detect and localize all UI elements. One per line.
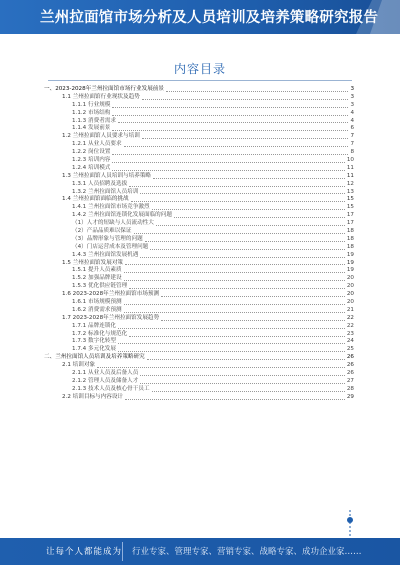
toc-entry-page: 15 bbox=[346, 204, 354, 211]
toc-entry-page: 26 bbox=[346, 370, 354, 377]
toc-entry-page: 6 bbox=[350, 125, 354, 132]
toc-leader-dots bbox=[97, 367, 345, 368]
toc-entry-page: 19 bbox=[346, 259, 354, 266]
toc-leader-dots bbox=[112, 162, 344, 163]
toc-leader-dots bbox=[118, 343, 345, 344]
toc-leader-dots bbox=[150, 249, 345, 250]
toc-leader-dots bbox=[124, 272, 345, 273]
page-corner-mark bbox=[340, 510, 360, 538]
toc-entry[interactable] bbox=[44, 220, 354, 228]
toc-entry[interactable] bbox=[44, 212, 354, 220]
toc-leader-dots bbox=[125, 399, 345, 400]
footer-bar bbox=[0, 538, 400, 565]
toc-entry[interactable] bbox=[44, 181, 354, 189]
toc-entry[interactable] bbox=[44, 378, 354, 386]
toc-leader-dots bbox=[142, 99, 349, 100]
toc-leader-dots bbox=[118, 328, 345, 329]
toc-leader-dots bbox=[161, 320, 345, 321]
toc-entry-page: 17 bbox=[346, 220, 354, 227]
toc-entry-title: 1.7.2 标准化与规范化 bbox=[72, 330, 128, 337]
toc-leader-dots bbox=[134, 233, 345, 234]
toc-heading-divider bbox=[48, 80, 352, 81]
toc-entry-title: 2.1.3 技术人员及核心骨干员工 bbox=[72, 385, 150, 392]
toc-entry-page: 17 bbox=[346, 212, 354, 219]
toc-entry-page: 7 bbox=[350, 141, 354, 148]
toc-entry-title: 一、2023-2028年兰州拉面馆市场行业发展前景 bbox=[44, 85, 164, 92]
toc-entry-title: 1.4.3 兰州拉面馆发展机遇 bbox=[72, 251, 139, 258]
toc-leader-dots bbox=[112, 154, 348, 155]
toc-entry-page: 3 bbox=[350, 93, 354, 100]
toc-entry-title: 1.2.1 从业人员要求 bbox=[72, 141, 122, 148]
toc-entry-title: 1.7.3 数字化转型 bbox=[72, 338, 116, 345]
toc-leader-dots bbox=[112, 170, 344, 171]
toc-entry[interactable] bbox=[44, 141, 354, 149]
toc-entry-title: 1.2.2 岗位设置 bbox=[72, 149, 111, 156]
toc-leader-dots bbox=[129, 288, 345, 289]
toc-leader-dots bbox=[129, 336, 345, 337]
table-of-contents bbox=[44, 86, 354, 402]
toc-entry[interactable] bbox=[44, 173, 354, 181]
toc-entry[interactable] bbox=[44, 94, 354, 102]
toc-leader-dots bbox=[140, 375, 345, 376]
report-title: 兰州拉面馆市场分析及人员培训及培养策略研究报告 bbox=[40, 10, 379, 26]
toc-entry[interactable] bbox=[44, 165, 354, 173]
toc-entry-page: 18 bbox=[346, 235, 354, 242]
toc-entry[interactable] bbox=[44, 149, 354, 157]
toc-entry-page: 27 bbox=[346, 377, 354, 384]
toc-leader-dots bbox=[124, 146, 349, 147]
toc-entry-title: 1.4.2 兰州拉面馆连锁化发展面临的问题 bbox=[72, 212, 172, 219]
toc-entry[interactable] bbox=[44, 110, 354, 118]
toc-entry-title: 1.1.3 消费者需求 bbox=[72, 117, 116, 124]
toc-entry-title: 1.1.1 行业规模 bbox=[72, 101, 111, 108]
toc-entry[interactable] bbox=[44, 157, 354, 165]
toc-leader-dots bbox=[140, 257, 345, 258]
toc-entry-page: 12 bbox=[346, 180, 354, 187]
toc-entry-title: 1.3 兰州拉面馆人员培训与培养策略 bbox=[62, 172, 151, 179]
toc-entry-page: 11 bbox=[346, 172, 354, 179]
toc-entry-page: 3 bbox=[350, 85, 354, 92]
toc-leader-dots bbox=[166, 91, 348, 92]
toc-entry-page: 7 bbox=[350, 133, 354, 140]
toc-entry-page: 23 bbox=[346, 330, 354, 337]
toc-entry-page: 19 bbox=[346, 251, 354, 258]
toc-entry-page: 29 bbox=[346, 393, 354, 400]
toc-entry-page: 13 bbox=[346, 188, 354, 195]
footer-tagline: 行业专家、管理专家、营销专家、战略专家、成功企业家…… bbox=[132, 547, 362, 557]
toc-entry[interactable] bbox=[44, 86, 354, 94]
toc-entry[interactable] bbox=[44, 299, 354, 307]
toc-entry-title: 1.1.4 发展前景 bbox=[72, 125, 111, 132]
toc-leader-dots bbox=[125, 264, 345, 265]
toc-entry-title: 2.2 培训目标与内容设计 bbox=[62, 393, 124, 400]
toc-leader-dots bbox=[145, 241, 345, 242]
toc-entry-title: 1.4 兰州拉面馆面临的挑战 bbox=[62, 196, 129, 203]
toc-entry-page: 15 bbox=[346, 196, 354, 203]
toc-entry-title: 1.7.4 多元化发展 bbox=[72, 346, 116, 353]
toc-leader-dots bbox=[124, 304, 345, 305]
toc-entry-title: 1.5.3 优化供应链管理 bbox=[72, 283, 128, 290]
toc-entry-title: （2）产品品质难以保证 bbox=[72, 228, 132, 235]
toc-entry[interactable] bbox=[44, 236, 354, 244]
toc-leader-dots bbox=[153, 178, 345, 179]
toc-entry-page: 26 bbox=[346, 354, 354, 361]
toc-entry[interactable] bbox=[44, 102, 354, 110]
toc-entry-title: 1.2.4 培训模式 bbox=[72, 164, 111, 171]
toc-heading: 内容目录 bbox=[173, 62, 226, 76]
toc-entry-page: 26 bbox=[346, 362, 354, 369]
toc-entry-title: 1.7.1 品牌连锁化 bbox=[72, 322, 116, 329]
toc-entry-page: 22 bbox=[346, 322, 354, 329]
toc-leader-dots bbox=[124, 280, 345, 281]
toc-entry-title: 1.7 2023-2028年兰州拉面馆发展趋势 bbox=[62, 314, 160, 321]
toc-entry-title: （3）品牌形象与管理的问题 bbox=[72, 235, 143, 242]
toc-entry-page: 8 bbox=[350, 149, 354, 156]
toc-entry-page: 4 bbox=[350, 109, 354, 116]
footer-divider bbox=[122, 542, 123, 561]
toc-entry-page: 24 bbox=[346, 338, 354, 345]
toc-leader-dots bbox=[112, 107, 348, 108]
toc-entry-page: 21 bbox=[346, 306, 354, 313]
toc-entry-title: 1.6.2 消费需求预测 bbox=[72, 306, 122, 313]
toc-entry[interactable] bbox=[44, 370, 354, 378]
toc-entry-page: 22 bbox=[346, 314, 354, 321]
toc-entry-page: 18 bbox=[346, 228, 354, 235]
toc-leader-dots bbox=[140, 193, 345, 194]
toc-leader-dots bbox=[152, 209, 345, 210]
toc-entry-title: 1.6.1 市场规模预测 bbox=[72, 299, 122, 306]
toc-entry-page: 20 bbox=[346, 299, 354, 306]
toc-entry[interactable] bbox=[44, 307, 354, 315]
toc-entry-page: 10 bbox=[346, 157, 354, 163]
toc-leader-dots bbox=[142, 138, 349, 139]
toc-entry[interactable] bbox=[44, 315, 354, 323]
toc-entry[interactable] bbox=[44, 386, 354, 394]
toc-entry-page: 19 bbox=[346, 267, 354, 274]
toc-leader-dots bbox=[112, 115, 348, 116]
toc-entry-title: （1）人才的短缺与人员流动性大 bbox=[72, 220, 154, 227]
toc-entry[interactable] bbox=[44, 291, 354, 299]
toc-entry-title: 1.6 2023-2028年兰州拉面馆市场预测 bbox=[62, 291, 160, 298]
toc-leader-dots bbox=[152, 391, 345, 392]
toc-leader-dots bbox=[124, 312, 345, 313]
toc-entry-title: 1.4.1 兰州拉面馆市场竞争激烈 bbox=[72, 204, 150, 211]
toc-leader-dots bbox=[174, 217, 345, 218]
toc-entry-title: 2.1.2 管理人员及储备人才 bbox=[72, 377, 139, 384]
toc-entry-page: 3 bbox=[350, 101, 354, 108]
toc-entry[interactable] bbox=[44, 323, 354, 331]
toc-leader-dots bbox=[140, 383, 345, 384]
toc-leader-dots bbox=[118, 122, 348, 123]
toc-leader-dots bbox=[156, 225, 345, 226]
toc-entry-page: 25 bbox=[346, 346, 354, 353]
toc-leader-dots bbox=[118, 351, 345, 352]
toc-entry-page: 11 bbox=[346, 164, 354, 171]
toc-entry-page: 20 bbox=[346, 275, 354, 282]
toc-entry-page: 20 bbox=[346, 283, 354, 290]
toc-entry[interactable] bbox=[44, 362, 354, 370]
toc-leader-dots bbox=[129, 186, 345, 187]
toc-entry-page: 4 bbox=[350, 117, 354, 124]
toc-entry[interactable] bbox=[44, 283, 354, 291]
toc-leader-dots bbox=[147, 359, 345, 360]
toc-entry[interactable] bbox=[44, 228, 354, 236]
toc-entry-title: 1.5 兰州拉面馆发展对策 bbox=[62, 259, 124, 266]
toc-entry-title: 1.1 兰州拉面馆行业现状及趋势 bbox=[62, 93, 140, 100]
toc-entry-page: 28 bbox=[346, 385, 354, 392]
header-bar bbox=[0, 0, 400, 34]
toc-entry-title: 1.5.2 加强品牌建设 bbox=[72, 275, 122, 282]
toc-entry-title: 1.5.1 提升人员素质 bbox=[72, 267, 122, 274]
toc-entry-title: （4）门店运营成本及管理问题 bbox=[72, 243, 149, 250]
toc-leader-dots bbox=[112, 130, 348, 131]
footer-slogan: 让每个人都能成为 bbox=[46, 547, 123, 557]
toc-entry-title: 1.3.1 人员招聘及选拔 bbox=[72, 180, 128, 187]
toc-entry[interactable] bbox=[44, 252, 354, 260]
toc-entry-page: 18 bbox=[346, 243, 354, 250]
toc-entry[interactable] bbox=[44, 354, 354, 362]
toc-leader-dots bbox=[161, 296, 345, 297]
toc-entry[interactable] bbox=[44, 394, 354, 402]
toc-entry-title: 2.1.1 从业人员及后备人员 bbox=[72, 370, 139, 377]
toc-entry-title: 二、兰州拉面馆人员培训及培养策略研究 bbox=[44, 354, 145, 361]
toc-entry-title: 1.2 兰州拉面馆人员要求与培训 bbox=[62, 133, 140, 140]
toc-entry-title: 2.1 培训对象 bbox=[62, 362, 96, 369]
toc-leader-dots bbox=[131, 201, 345, 202]
toc-entry-title: 1.3.2 兰州拉面馆人员培训 bbox=[72, 188, 139, 195]
toc-entry-title: 1.1.2 市场结构 bbox=[72, 109, 111, 116]
toc-entry-page: 20 bbox=[346, 291, 354, 298]
toc-entry-title: 1.2.3 培训内容 bbox=[72, 157, 111, 163]
toc-entry[interactable] bbox=[44, 244, 354, 252]
